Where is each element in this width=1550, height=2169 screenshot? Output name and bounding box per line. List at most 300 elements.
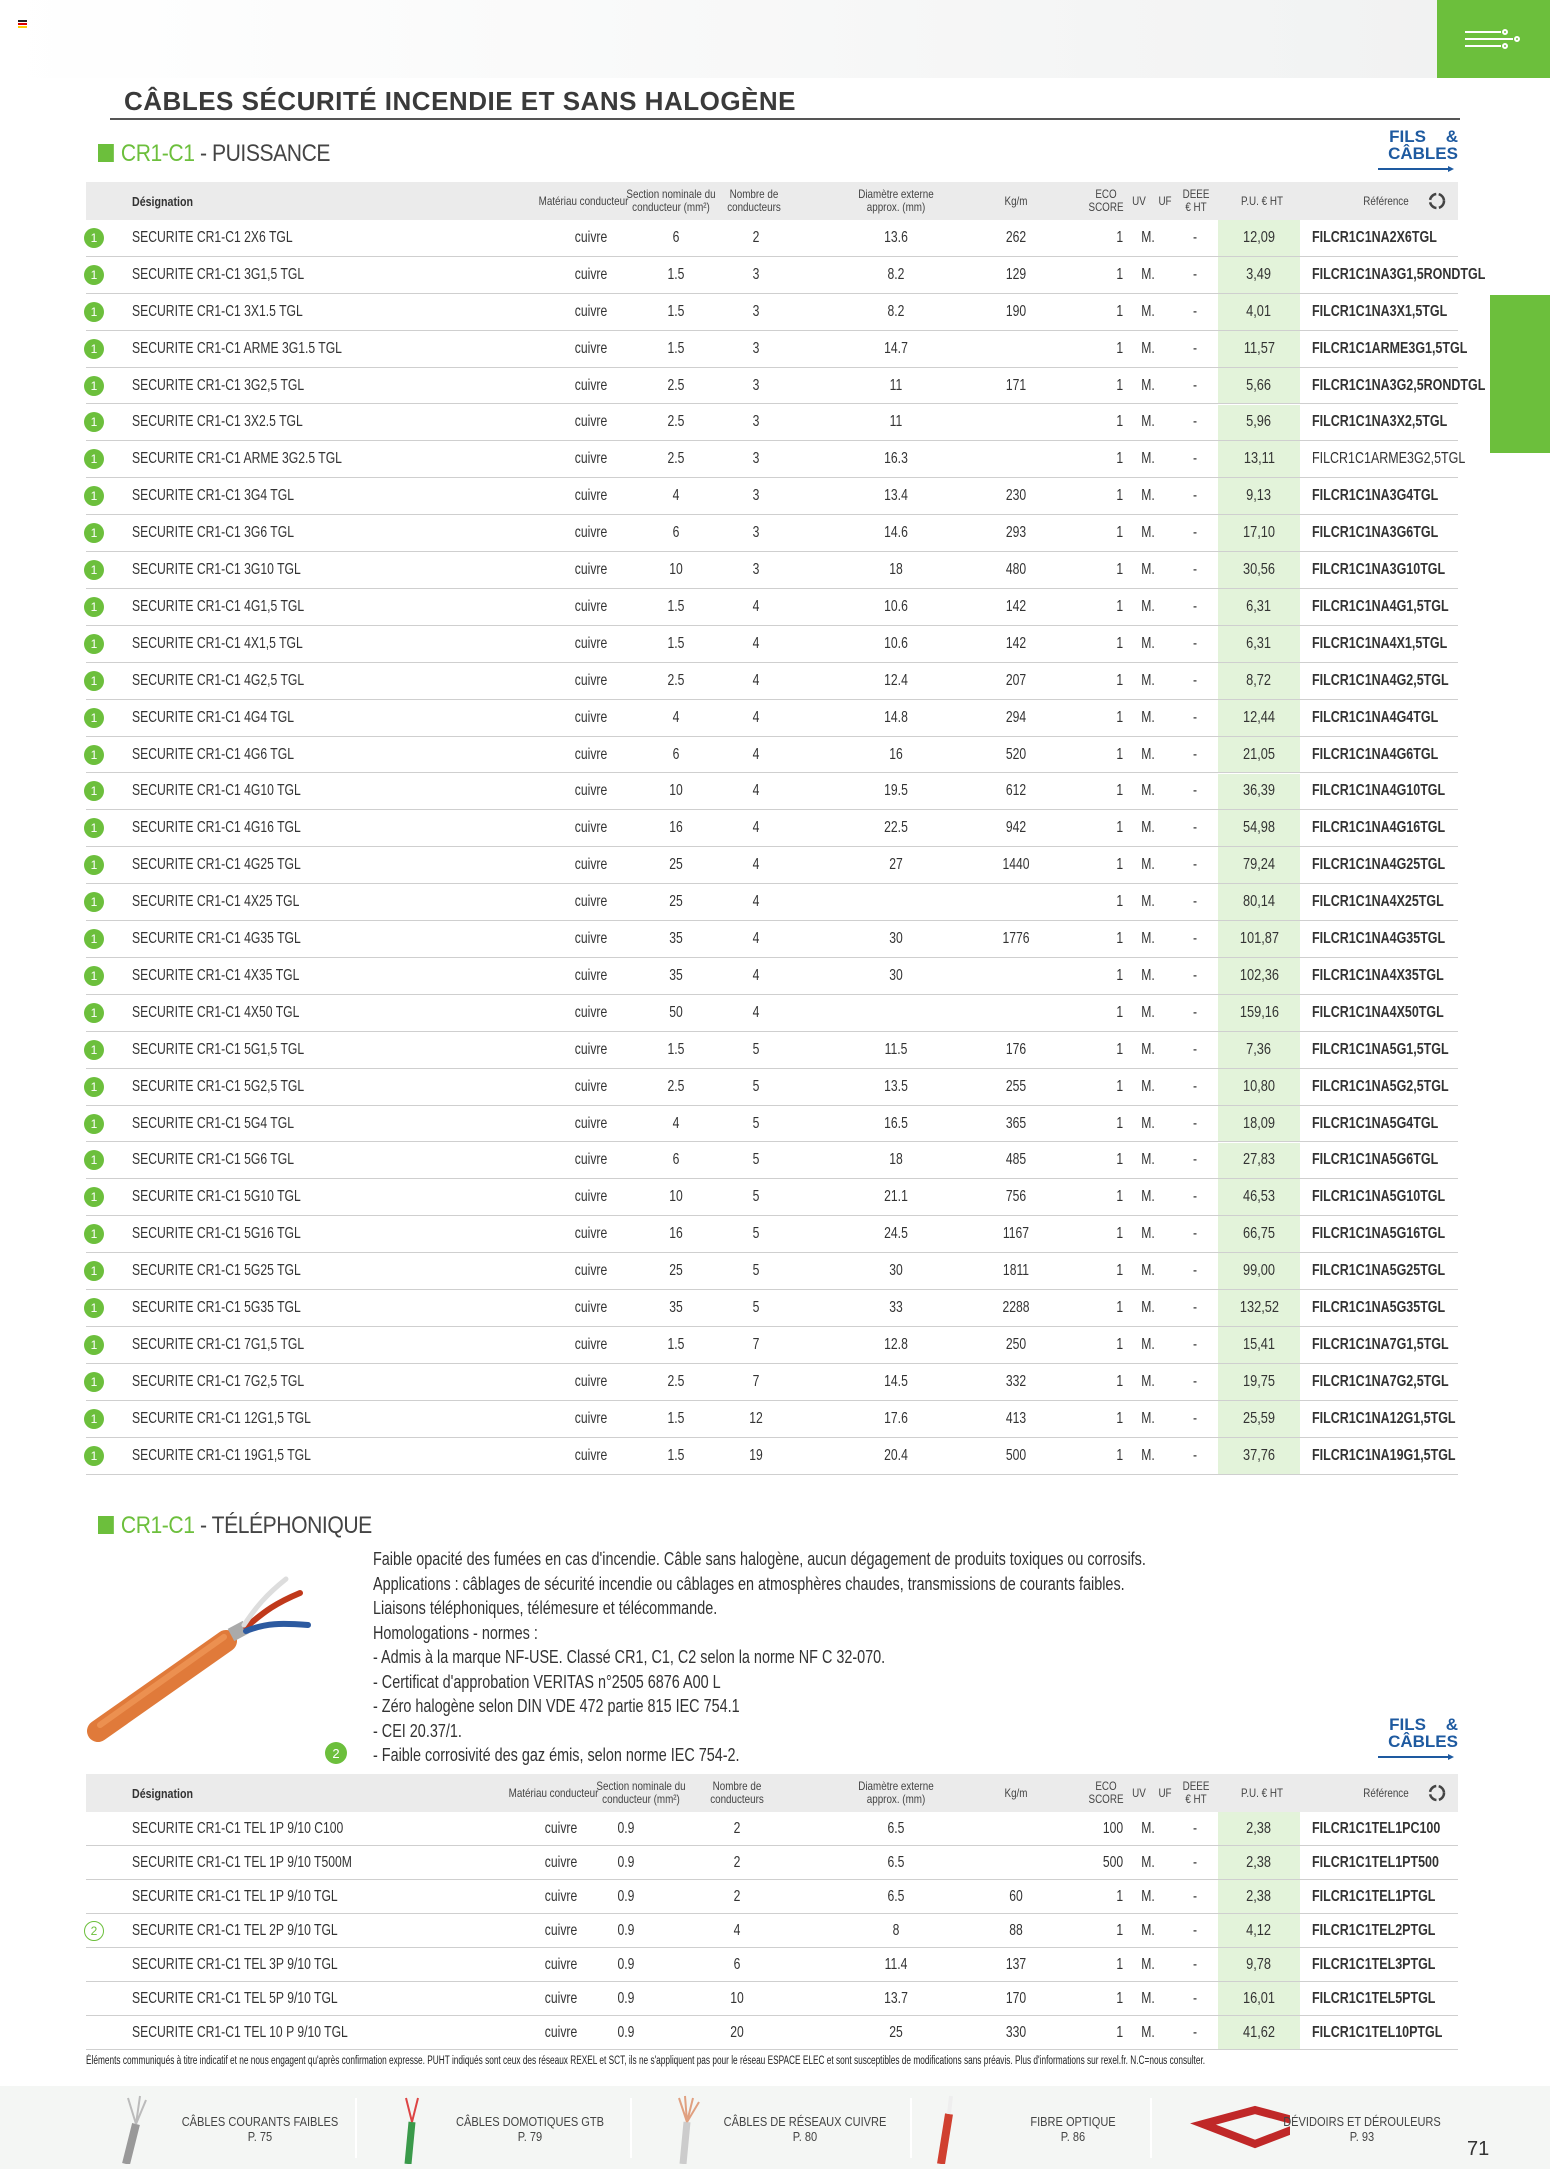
section-cell: 50 [669,1003,683,1021]
reference-cell: FILCR1C1NA4G35TGL [1312,930,1446,948]
kgm-cell [978,441,1054,477]
material-cell: cuivre [574,450,608,468]
row-badge: 1 [84,597,104,617]
material-cell: cuivre [544,1819,578,1837]
footer-nav: CÂBLES COURANTS FAIBLES P. 75 CÂBLES DOMOTIQUES GTB P. 79 CÂBLES DE RÉSEAUX CUIVRE P. 80 FIBRE OPTIQUE P. 86 DÉVIDOIRS ET DÉROULEURS P. 93 [0,2086,1550,2169]
row-badge: 1 [84,486,104,506]
reference-cell: FILCR1C1NA4G2,5TGL [1312,671,1449,689]
price-cell: 16,01 [1218,1982,1300,2015]
conductors-cell: 4 [752,819,760,837]
eco-score-cell: 1 [1116,930,1124,948]
table-row [86,1290,1458,1327]
row-badge: 1 [84,228,104,248]
table-row [86,1253,1458,1290]
row-badge: 1 [84,708,104,728]
price-cell: 18,09 [1218,1106,1300,1142]
material-cell: cuivre [574,597,608,615]
eco-score-cell: 1 [1116,966,1124,984]
section-cell: 1.5 [667,302,685,320]
eco-score-cell: 1 [1116,782,1124,800]
price-cell: 99,00 [1218,1253,1300,1289]
table-row [86,331,1468,368]
diameter-cell: 19.5 [884,782,908,800]
designation-cell: SECURITE CR1-C1 5G16 TGL [132,1225,301,1243]
eco-score-cell: 1 [1116,413,1124,431]
material-cell: cuivre [574,1114,608,1132]
conductors-cell: 4 [752,782,760,800]
uv-cell: M. [1141,856,1155,874]
designation-cell: SECURITE CR1-C1 4X35 TGL [132,966,300,984]
row-badge: 1 [84,1003,104,1023]
section-cell: 2.5 [667,671,685,689]
row-badge: 1 [84,412,104,432]
conductors-cell: 19 [749,1446,763,1464]
section-title-puissance: CR1-C1 - PUISSANCE [98,140,330,168]
uv-cell: M. [1141,966,1155,984]
reference-cell: FILCR1C1NA4G25TGL [1312,856,1446,874]
diameter-cell: 13.7 [884,1989,908,2007]
reference-cell: FILCR1C1NA3G1,5RONDTGL [1312,265,1486,283]
material-cell: cuivre [574,1299,608,1317]
kgm-cell: 137 [1005,1955,1027,1973]
reference-cell: FILCR1C1TEL2PTGL [1312,1921,1436,1939]
diameter-cell: 11 [889,413,903,431]
conductors-cell: 4 [752,671,760,689]
diameter-cell: 25 [889,2023,903,2041]
price-cell: 79,24 [1218,847,1300,883]
price-cell: 2,38 [1218,1880,1300,1913]
uv-cell: M. [1141,1188,1155,1206]
table-row [86,1401,1458,1438]
table-row [86,1880,1458,1914]
section-cell: 25 [669,893,683,911]
kgm-cell: 332 [1005,1372,1027,1390]
recycle-icon [1422,1774,1452,1812]
table-row [86,1948,1458,1982]
section-cell: 35 [669,930,683,948]
table-row [86,958,1458,995]
price-cell: 41,62 [1218,2016,1300,2049]
page-title: CÂBLES SÉCURITÉ INCENDIE ET SANS HALOGÈNE [124,86,797,116]
price-cell: 6,31 [1218,589,1300,625]
conductors-cell: 20 [730,2023,744,2041]
conductors-cell: 7 [752,1335,760,1353]
section-cell: 2.5 [667,413,685,431]
table-header-telephonique: Désignation Matériau conducteur Section nominale du conducteur (mm²) Nombre de conducteurs Diamètre externe approx. (mm) Kg/m ECO SCORE UV UF DEEE € HT P.U. € HT Référence [86,1774,1458,1812]
eco-score-cell: 1 [1116,1040,1124,1058]
reference-cell: FILCR1C1NA4G10TGL [1312,782,1446,800]
material-cell: cuivre [574,930,608,948]
kgm-cell: 255 [1005,1077,1027,1095]
deee-cell: - [1192,966,1198,984]
product-badge: 2 [325,1742,347,1764]
reference-cell: FILCR1C1TEL1PT500 [1312,1853,1439,1871]
price-cell: 159,16 [1218,995,1300,1031]
material-cell: cuivre [574,1188,608,1206]
deee-cell: - [1192,376,1198,394]
recycle-icon [1422,182,1452,220]
designation-cell: SECURITE CR1-C1 4G2,5 TGL [132,671,305,689]
section-cell: 1.5 [667,1446,685,1464]
price-cell: 4,01 [1218,294,1300,330]
material-cell: cuivre [574,524,608,542]
table-row [86,1812,1458,1846]
page-number: 71 [1467,2138,1490,2160]
diameter-cell: 6.5 [887,1819,905,1837]
table-row [86,1143,1458,1180]
reference-cell: FILCR1C1TEL3PTGL [1312,1955,1436,1973]
deee-cell: - [1192,1446,1198,1464]
designation-cell: SECURITE CR1-C1 4X1,5 TGL [132,634,303,652]
material-cell: cuivre [574,1446,608,1464]
material-cell: cuivre [574,1003,608,1021]
designation-cell: SECURITE CR1-C1 4G6 TGL [132,745,294,763]
deee-cell: - [1192,1077,1198,1095]
row-badge: 1 [84,745,104,765]
material-cell: cuivre [574,856,608,874]
material-cell: cuivre [574,561,608,579]
material-cell: cuivre [574,819,608,837]
section-cell: 6 [672,745,680,763]
table-row [86,737,1458,774]
conductors-cell: 5 [752,1299,760,1317]
conductors-cell: 10 [730,1989,744,2007]
price-cell: 54,98 [1218,810,1300,846]
conductors-cell: 12 [749,1409,763,1427]
diameter-cell: 8.2 [887,265,905,283]
eco-score-cell: 1 [1116,1003,1124,1021]
eco-score-cell: 1 [1116,2023,1124,2041]
table-row [86,405,1458,442]
uv-cell: M. [1141,376,1155,394]
uv-cell: M. [1141,634,1155,652]
uv-cell: M. [1141,487,1155,505]
diameter-cell: 8 [892,1921,900,1939]
section-cell: 1.5 [667,1409,685,1427]
eco-score-cell: 1 [1116,597,1124,615]
material-cell: cuivre [574,1372,608,1390]
price-cell: 10,80 [1218,1069,1300,1105]
eco-score-cell: 1 [1116,634,1124,652]
material-cell: cuivre [574,671,608,689]
section-square-icon [98,144,114,162]
reference-cell: FILCR1C1NA5G35TGL [1312,1299,1446,1317]
reference-cell: FILCR1C1TEL1PC100 [1312,1819,1441,1837]
deee-cell: - [1192,1225,1198,1243]
section-cell: 25 [669,856,683,874]
diameter-cell: 8.2 [887,302,905,320]
deee-cell: - [1192,1299,1198,1317]
deee-cell: - [1192,524,1198,542]
conductors-cell: 2 [733,1853,741,1871]
diameter-cell: 11.5 [884,1040,908,1058]
conductors-cell: 3 [752,339,760,357]
uv-cell: M. [1141,1114,1155,1132]
reference-cell: FILCR1C1NA12G1,5TGL [1312,1409,1456,1427]
diameter-cell: 10.6 [884,597,908,615]
reference-cell: FILCR1C1TEL10PTGL [1312,2023,1443,2041]
side-tab[interactable] [1490,295,1550,453]
conductors-cell: 4 [752,856,760,874]
section-cell: 0.9 [617,1921,635,1939]
conductors-cell: 3 [752,413,760,431]
row-badge: 1 [84,1187,104,1207]
uv-cell: M. [1141,1040,1155,1058]
material-cell: cuivre [574,265,608,283]
section-cell: 6 [672,524,680,542]
eco-score-cell: 1 [1116,1372,1124,1390]
price-cell: 13,11 [1218,441,1300,477]
material-cell: cuivre [544,1921,578,1939]
material-cell: cuivre [544,1989,578,2007]
row-badge: 1 [84,1372,104,1392]
row-badge: 1 [84,339,104,359]
price-cell: 6,31 [1218,626,1300,662]
diameter-cell: 22.5 [884,819,908,837]
eco-score-cell: 1 [1116,1409,1124,1427]
price-cell: 9,78 [1218,1948,1300,1981]
section-cell: 35 [669,966,683,984]
diameter-cell: 12.8 [884,1335,908,1353]
section-cell: 6 [672,228,680,246]
uv-cell: M. [1141,1262,1155,1280]
section-cell: 2.5 [667,1372,685,1390]
row-badge: 1 [84,1335,104,1355]
eco-score-cell: 100 [1102,1819,1124,1837]
designation-cell: SECURITE CR1-C1 TEL 2P 9/10 TGL [132,1921,338,1939]
section-cell: 1.5 [667,265,685,283]
row-badge: 1 [84,523,104,543]
designation-cell: SECURITE CR1-C1 5G2,5 TGL [132,1077,305,1095]
reference-cell: FILCR1C1NA3X1,5TGL [1312,302,1448,320]
reference-cell: FILCR1C1NA5G2,5TGL [1312,1077,1449,1095]
table-row [86,884,1458,921]
table-row [86,921,1458,958]
designation-cell: SECURITE CR1-C1 5G4 TGL [132,1114,294,1132]
price-cell: 36,39 [1218,774,1300,810]
designation-cell: SECURITE CR1-C1 TEL 1P 9/10 TGL [132,1887,338,1905]
section-cell: 1.5 [667,1040,685,1058]
price-cell: 12,44 [1218,700,1300,736]
row-badge: 1 [84,966,104,986]
table-row [86,478,1458,515]
material-cell: cuivre [574,1335,608,1353]
deee-cell: - [1192,1151,1198,1169]
eco-score-cell: 500 [1102,1853,1124,1871]
price-cell: 15,41 [1218,1327,1300,1363]
deee-cell: - [1192,634,1198,652]
section-cell: 16 [669,819,683,837]
diameter-cell: 21.1 [884,1188,908,1206]
price-cell: 7,36 [1218,1032,1300,1068]
price-cell: 132,52 [1218,1290,1300,1326]
section-cell: 10 [669,782,683,800]
price-cell: 11,57 [1218,331,1300,367]
diameter-cell: 14.7 [884,339,908,357]
material-cell: cuivre [544,1887,578,1905]
uv-cell: M. [1141,1887,1155,1905]
deee-cell: - [1192,1921,1198,1939]
diameter-cell: 30 [889,930,903,948]
designation-cell: SECURITE CR1-C1 TEL 10 P 9/10 TGL [132,2023,348,2041]
designation-cell: SECURITE CR1-C1 ARME 3G1.5 TGL [132,339,342,357]
kgm-cell: 1811 [1002,1262,1030,1280]
material-cell: cuivre [574,966,608,984]
row-badge: 1 [84,1446,104,1466]
price-cell: 101,87 [1218,921,1300,957]
table-row [86,220,1458,257]
material-cell: cuivre [544,1955,578,1973]
designation-cell: SECURITE CR1-C1 4G10 TGL [132,782,301,800]
section-cell: 2.5 [667,376,685,394]
kgm-cell: 176 [1005,1040,1027,1058]
section-cell: 10 [669,561,683,579]
conductors-cell: 4 [752,745,760,763]
section-cell: 0.9 [617,2023,635,2041]
reference-cell: FILCR1C1TEL1PTGL [1312,1887,1436,1905]
diameter-cell: 30 [889,1262,903,1280]
product-description: Faible opacité des fumées en cas d'incendie. Câble sans halogène, aucun dégagement de produits toxiques ou corrosifs. Applications : câblages de sécurité incendie ou câblages en atmosphères chaudes, transmissions de courants faibles. Liaisons téléphoniques, télémesure et télécommande. Homologations - normes : - Admis à la marque NF-USE. Classé CR1, C1, C2 selon la norme NF C 32-070. - Certificat d'approbation VERITAS n°2505 6876 A00 L - Zéro halogène selon DIN VDE 472 partie 815 IEC 754.1 - CEI 20.37/1. - Faible corrosivité des gaz émis, selon norme IEC 754-2. [373,1549,1146,1765]
conductors-cell: 4 [733,1921,741,1939]
conductors-cell: 7 [752,1372,760,1390]
material-cell: cuivre [574,302,608,320]
reference-cell: FILCR1C1NA3G2,5RONDTGL [1312,376,1486,394]
uv-cell: M. [1141,450,1155,468]
table-row [86,995,1458,1032]
row-badge: 1 [84,634,104,654]
kgm-cell [978,958,1054,994]
diameter-cell: 18 [889,561,903,579]
row-badge: 1 [84,376,104,396]
designation-cell: SECURITE CR1-C1 3G10 TGL [132,561,301,579]
row-badge: 1 [84,1224,104,1244]
reference-cell: FILCR1C1NA4X50TGL [1312,1003,1444,1021]
kgm-cell: 485 [1005,1151,1027,1169]
diameter-cell: 11.4 [884,1955,908,1973]
section-cell: 0.9 [617,1887,635,1905]
row-badge: 1 [84,1114,104,1134]
table-row [86,294,1458,331]
material-cell: cuivre [544,2023,578,2041]
table-row [86,257,1486,294]
conductors-cell: 3 [752,265,760,283]
reference-cell: FILCR1C1ARME3G1,5TGL [1312,339,1468,357]
kgm-cell: 365 [1005,1114,1027,1132]
designation-cell: SECURITE CR1-C1 7G1,5 TGL [132,1335,305,1353]
deee-cell: - [1192,930,1198,948]
kgm-cell [978,995,1054,1031]
row-badge: 1 [84,855,104,875]
table-row [86,1179,1458,1216]
conductors-cell: 5 [752,1040,760,1058]
eco-score-cell: 1 [1116,1299,1124,1317]
deee-cell: - [1192,2023,1198,2041]
conductors-cell: 4 [752,930,760,948]
disclaimer: Éléments communiqués à titre indicatif et ne nous engagent qu'après confirmation expresse. PUHT indiqués sont ceux des réseaux REXEL et SCT, ils ne s'appliquent pas pour le réseau ESPACE ELEC et sont susceptibles de modifications sans préavis. Plus d'informations sur rexel.fr. N.C=nous consulter. [86,2055,1206,2067]
kgm-cell: 170 [1005,1989,1027,2007]
kgm-cell: 142 [1005,597,1027,615]
uv-cell: M. [1141,708,1155,726]
deee-cell: - [1192,1887,1198,1905]
diameter-cell: 12.4 [884,671,908,689]
kgm-cell [978,1846,1054,1879]
row-badge: 1 [84,1040,104,1060]
price-cell: 21,05 [1218,737,1300,773]
row-badge: 1 [84,892,104,912]
eco-score-cell: 1 [1116,856,1124,874]
eco-score-cell: 1 [1116,1077,1124,1095]
table-row [86,810,1458,847]
uv-cell: M. [1141,1819,1155,1837]
uv-cell: M. [1141,1446,1155,1464]
kgm-cell: 2288 [1002,1299,1030,1317]
eco-score-cell: 1 [1116,819,1124,837]
category-tab[interactable] [1437,0,1550,78]
price-cell: 8,72 [1218,663,1300,699]
designation-cell: SECURITE CR1-C1 TEL 5P 9/10 TGL [132,1989,338,2007]
conductors-cell: 4 [752,966,760,984]
diameter-cell: 17.6 [884,1409,908,1427]
material-cell: cuivre [574,745,608,763]
uv-cell: M. [1141,1853,1155,1871]
eco-score-cell: 1 [1116,376,1124,394]
uv-cell: M. [1141,930,1155,948]
reference-cell: FILCR1C1NA4G6TGL [1312,745,1439,763]
kgm-cell: 942 [1005,819,1027,837]
kgm-cell: 1440 [1002,856,1030,874]
kgm-cell [978,331,1054,367]
eco-score-cell: 1 [1116,1335,1124,1353]
eco-score-cell: 1 [1116,561,1124,579]
uv-cell: M. [1141,671,1155,689]
section-cell: 1.5 [667,1335,685,1353]
price-cell: 19,75 [1218,1364,1300,1400]
diameter-cell: 33 [889,1299,903,1317]
table-row [86,1106,1458,1143]
reference-cell: FILCR1C1TEL5PTGL [1312,1989,1436,2007]
reference-cell: FILCR1C1NA3G10TGL [1312,561,1446,579]
conductors-cell: 5 [752,1225,760,1243]
table-row [86,847,1458,884]
table-row [86,1364,1458,1401]
table-row [86,2016,1458,2050]
reference-cell: FILCR1C1NA19G1,5TGL [1312,1446,1456,1464]
section-cell: 2.5 [667,450,685,468]
kgm-cell: 294 [1005,708,1027,726]
material-cell: cuivre [574,1077,608,1095]
deee-cell: - [1192,228,1198,246]
table-row [86,626,1458,663]
diameter-cell: 27 [889,856,903,874]
diameter-cell: 16.3 [884,450,908,468]
material-cell: cuivre [574,1151,608,1169]
footer-separator [910,2098,912,2158]
kgm-cell: 262 [1005,228,1027,246]
designation-cell: SECURITE CR1-C1 5G6 TGL [132,1151,294,1169]
eco-score-cell: 1 [1116,1955,1124,1973]
price-cell: 5,66 [1218,368,1300,404]
uv-cell: M. [1141,893,1155,911]
deee-cell: - [1192,1188,1198,1206]
price-cell: 30,56 [1218,552,1300,588]
eco-score-cell: 1 [1116,524,1124,542]
table-row [86,441,1466,478]
deee-cell: - [1192,1262,1198,1280]
eco-score-cell: 1 [1116,1989,1124,2007]
row-badge: 1 [84,671,104,691]
reference-cell: FILCR1C1NA3G4TGL [1312,487,1439,505]
deee-cell: - [1192,1955,1198,1973]
